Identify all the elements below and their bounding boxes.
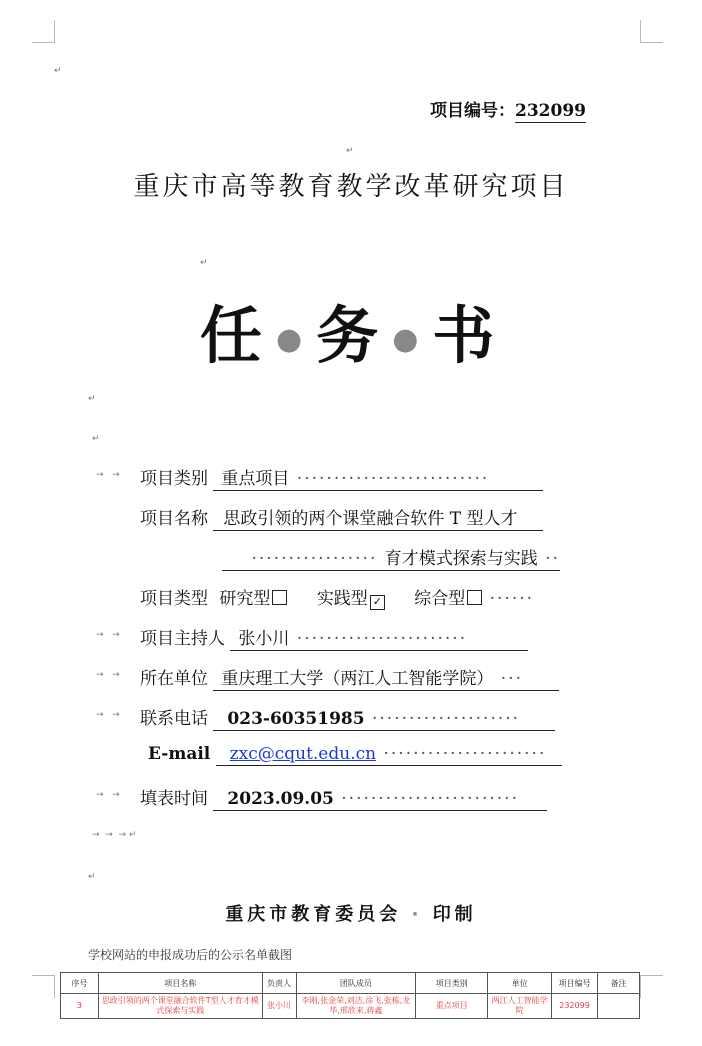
leader-dots: ······················ xyxy=(376,744,547,764)
field-unit-value-line xyxy=(213,664,559,691)
heading-char-2: 务 xyxy=(316,299,389,372)
issuer-action: 印制 xyxy=(432,904,477,925)
leader-dots: ······ xyxy=(489,589,535,609)
leader-dots: ·························· xyxy=(289,469,490,489)
checkbox-checked-icon[interactable]: ✓ xyxy=(370,595,385,610)
paragraph-mark-icon: ↵ xyxy=(346,146,354,156)
cell-unit: 两江人工智能学院 xyxy=(488,994,552,1019)
field-email-value-line xyxy=(216,744,562,766)
paragraph-mark-icon: ↵ xyxy=(200,258,208,268)
leader-dots: ··· xyxy=(493,669,524,689)
leader-dots: ···················· xyxy=(364,709,521,729)
project-number-label: 项目编号： xyxy=(430,101,515,121)
field-date-label: 填表时间 xyxy=(140,789,208,809)
field-name xyxy=(140,504,543,531)
field-type-label: 项目类型 xyxy=(140,589,208,609)
column-header[interactable]: 序号 xyxy=(61,973,99,994)
tab-arrow-icon: → → xyxy=(96,470,120,480)
checkbox-unchecked-icon[interactable] xyxy=(272,590,287,605)
field-name-value-1: 思政引领的两个课堂融合软件 T 型人才 xyxy=(223,509,518,529)
column-header[interactable]: 负责人 xyxy=(262,973,296,994)
field-unit-label: 所在单位 xyxy=(140,669,208,689)
paragraph-mark-icon: ↵ xyxy=(88,394,96,404)
field-email-label: E-mail xyxy=(148,744,211,764)
heading-dot-icon: ● xyxy=(392,322,429,358)
field-category-value: 重点项目 xyxy=(221,469,290,489)
field-host xyxy=(140,624,528,651)
field-unit-value: 重庆理工大学（两江人工智能学院） xyxy=(221,669,494,689)
cell-members: 李刚,张金荣,刘洁,涂飞,张栋,龙华,邢欣来,蒋鑫 xyxy=(296,994,416,1019)
heading-dot-icon: ● xyxy=(276,322,313,358)
type-option-comprehensive[interactable]: 综合型 xyxy=(414,589,484,609)
field-name-value-line-1 xyxy=(213,504,543,531)
cell-no: 3 xyxy=(61,994,99,1019)
field-date-value: 2023.09.05 xyxy=(227,789,334,809)
cell-category: 重点项目 xyxy=(416,994,488,1019)
table-row xyxy=(61,994,640,1019)
checkbox-unchecked-icon[interactable] xyxy=(467,590,482,605)
field-host-label: 项目主持人 xyxy=(140,629,225,649)
type-option-practice[interactable]: 实践型 ✓ xyxy=(317,589,387,609)
heading-char-1: 任 xyxy=(200,299,273,372)
field-date xyxy=(140,784,547,811)
document-title: 重庆市高等教育教学改革研究项目 xyxy=(133,172,569,202)
issuer-org: 重庆市教育委员会 xyxy=(225,904,402,925)
crop-mark-top-left xyxy=(32,20,55,43)
field-name-value-line-2 xyxy=(222,544,560,571)
paragraph-mark-icon: ↵ xyxy=(88,872,96,882)
crop-mark-bottom-left xyxy=(32,975,55,998)
paragraph-mark-icon: → → → ↵ xyxy=(92,830,137,840)
field-unit xyxy=(140,664,559,691)
field-name-value-2: 育才模式探索与实践 xyxy=(384,549,538,569)
issuer-line xyxy=(0,900,702,926)
leader-dots: ················· xyxy=(251,549,385,569)
field-host-value: 张小川 xyxy=(238,629,290,649)
crop-mark-bottom-right xyxy=(640,975,663,998)
project-number-value: 232099 xyxy=(515,101,586,121)
field-email xyxy=(148,744,562,766)
type-option-research[interactable]: 研究型 xyxy=(219,589,289,609)
field-phone xyxy=(140,704,555,731)
crop-mark-top-right xyxy=(640,20,663,43)
field-category-label: 项目类别 xyxy=(140,469,208,489)
cell-number: 232099 xyxy=(552,994,598,1019)
field-type xyxy=(140,584,534,610)
tab-arrow-icon: → → xyxy=(96,710,120,720)
column-header[interactable]: 单位 xyxy=(488,973,552,994)
published-list-table xyxy=(60,972,640,1019)
tab-arrow-icon: → → xyxy=(96,630,120,640)
column-header[interactable]: 项目名称 xyxy=(98,973,262,994)
cell-name: 思政引领的两个课堂融合软件T型人才育才模式探索与实践 xyxy=(98,994,262,1019)
heading-char-3: 书 xyxy=(432,299,505,372)
cell-lead: 张小川 xyxy=(262,994,296,1019)
field-phone-label: 联系电话 xyxy=(140,709,208,729)
screenshot-caption: 学校网站的申报成功后的公示名单截图 xyxy=(88,948,293,962)
separator-dot-icon: · xyxy=(401,904,433,925)
document-type-heading xyxy=(200,286,504,375)
cell-note xyxy=(598,994,640,1019)
field-phone-value-line xyxy=(213,709,555,731)
field-category xyxy=(140,464,543,491)
leader-dots: ······················· xyxy=(289,629,468,649)
tab-arrow-icon: → → xyxy=(96,670,120,680)
field-phone-value: 023-60351985 xyxy=(227,709,365,729)
column-header[interactable]: 项目类别 xyxy=(416,973,488,994)
field-name-continued xyxy=(222,544,560,571)
field-name-label: 项目名称 xyxy=(140,509,208,529)
paragraph-mark-icon: ↵ xyxy=(92,434,100,444)
paragraph-mark-icon: ↵ xyxy=(54,66,62,76)
column-header[interactable]: 项目编号 xyxy=(552,973,598,994)
field-email-link[interactable]: zxc@cqut.edu.cn xyxy=(229,744,377,764)
field-date-value-line xyxy=(213,789,547,811)
leader-dots: ························ xyxy=(333,789,519,809)
field-category-value-line xyxy=(213,464,543,491)
leader-dots: ·· xyxy=(537,549,560,569)
field-host-value-line xyxy=(230,624,528,651)
column-header[interactable]: 团队成员 xyxy=(296,973,416,994)
column-header[interactable]: 备注 xyxy=(598,973,640,994)
tab-arrow-icon: → → xyxy=(96,790,120,800)
table-header-row xyxy=(61,973,640,994)
project-number xyxy=(430,96,586,121)
